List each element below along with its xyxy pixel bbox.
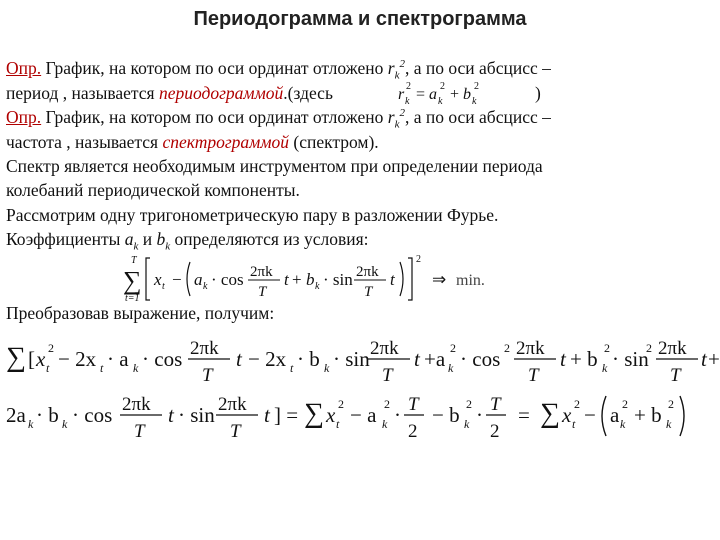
svg-text:− 2x: − 2x [248, 347, 287, 371]
svg-text:t: t [572, 417, 576, 431]
svg-text:+a: +a [424, 347, 446, 371]
svg-text:T: T [408, 394, 419, 415]
svg-text:− a: − a [350, 403, 377, 427]
svg-text:t: t [162, 281, 165, 292]
ak-symbol: $a_k$ [124, 229, 139, 253]
svg-text:2πk: 2πk [122, 394, 151, 415]
svg-text:t: t [336, 417, 340, 431]
definition-spectrogram-line-1: Опр. График, на котором по оси ординат отложено $r_k^2$, а по оси абсцисс – [6, 107, 551, 131]
svg-text:k: k [133, 361, 139, 375]
svg-text:2: 2 [574, 397, 580, 411]
svg-text:t: t [284, 270, 289, 289]
svg-text:] =: ] = [274, 403, 299, 427]
expansion-formula-row-2 [4, 388, 716, 444]
svg-text:=: = [416, 86, 426, 103]
svg-text:2πk: 2πk [356, 264, 379, 280]
svg-text:x: x [562, 403, 572, 427]
svg-text:t: t [168, 403, 174, 427]
expansion-row-2-svg [4, 388, 716, 444]
svg-text:2: 2 [338, 397, 344, 411]
svg-text:T: T [528, 365, 539, 386]
svg-text:2: 2 [604, 341, 610, 355]
svg-text:2πk: 2πk [218, 394, 247, 415]
definition-label: Опр. [6, 107, 42, 127]
paragraph-line-5: Спектр является необходимым инструментом при определении периода [6, 156, 543, 176]
svg-text:2: 2 [384, 397, 390, 411]
svg-text:+ b: + b [634, 403, 662, 427]
rk-definition-formula [396, 80, 536, 106]
svg-text:k: k [203, 281, 208, 292]
formula-close-paren: ) [535, 83, 541, 103]
svg-text:T: T [490, 394, 501, 415]
svg-text:x: x [36, 347, 46, 371]
svg-text:2πk: 2πk [190, 338, 219, 359]
svg-text:2πk: 2πk [516, 338, 545, 359]
svg-text:2: 2 [48, 341, 54, 355]
svg-text:t: t [701, 347, 707, 371]
bk-symbol: $b_k$ [156, 229, 171, 253]
svg-text:k: k [438, 96, 443, 107]
svg-text:∑: ∑ [6, 342, 26, 373]
paragraph-line-9: Преобразовав выражение, получим: [6, 303, 275, 323]
svg-text:a: a [429, 86, 437, 103]
svg-text:k: k [464, 417, 470, 431]
svg-text:t=1: t=1 [125, 293, 140, 304]
svg-text:k: k [405, 96, 410, 107]
svg-text:· a: · a [107, 347, 129, 371]
svg-text:T: T [258, 284, 267, 300]
svg-text:t: t [236, 347, 242, 371]
svg-text:x: x [154, 270, 162, 289]
svg-text:· sin: · sin [323, 270, 353, 289]
svg-text:2: 2 [416, 254, 421, 265]
svg-text:k: k [382, 417, 388, 431]
expansion-formula-row-1 [4, 332, 720, 388]
definition-periodogram-line-2: период , называется периодограммой.(здесь [6, 83, 333, 103]
svg-text:t: t [264, 403, 270, 427]
svg-text:2: 2 [450, 341, 456, 355]
svg-text:k: k [324, 361, 330, 375]
definition-spectrogram-line-2: частота , называется спектрограммой (спектром). [6, 132, 379, 152]
svg-text:2πk: 2πk [250, 264, 273, 280]
svg-text:[: [ [28, 347, 35, 371]
svg-text:−: − [172, 270, 182, 289]
svg-text:+: + [450, 86, 460, 103]
svg-text:+: + [292, 270, 302, 289]
svg-text:2: 2 [408, 421, 418, 442]
svg-text:⇒: ⇒ [432, 270, 447, 289]
least-squares-svg [120, 252, 500, 304]
svg-text:T: T [670, 365, 681, 386]
svg-text:·: · [394, 403, 401, 427]
svg-text:k: k [62, 417, 68, 431]
svg-text:2: 2 [466, 397, 472, 411]
svg-text:t: t [100, 361, 104, 375]
svg-text:∑: ∑ [304, 398, 324, 429]
least-squares-formula [120, 252, 500, 304]
svg-text:2: 2 [622, 397, 628, 411]
svg-text:2: 2 [406, 81, 411, 92]
svg-text:k: k [448, 361, 454, 375]
spectrogram-term: спектрограммой [162, 132, 289, 152]
svg-text:· b: · b [297, 347, 320, 371]
svg-text:∑: ∑ [123, 266, 142, 295]
svg-text:min.: min. [456, 272, 485, 289]
svg-text:x: x [326, 403, 336, 427]
svg-text:2a: 2a [6, 403, 26, 427]
svg-text:t: t [290, 361, 294, 375]
svg-text:2: 2 [474, 81, 479, 92]
definition-periodogram-line-1: Опр. График, на котором по оси ординат отложено $r_k^2$, а по оси абсцисс – [6, 58, 551, 82]
definition-label: Опр. [6, 58, 42, 78]
svg-text:T: T [364, 284, 373, 300]
svg-text:−: − [584, 403, 596, 427]
svg-text:t: t [390, 270, 395, 289]
svg-text:T: T [382, 365, 393, 386]
svg-text:t: t [46, 361, 50, 375]
svg-text:· cos: · cos [460, 347, 501, 371]
paragraph-line-8: Коэффициенты $a_k$ и $b_k$ определяются из условия: [6, 229, 369, 253]
svg-text:· sin: · sin [612, 347, 649, 371]
svg-text:k: k [472, 96, 477, 107]
svg-text:k: k [315, 281, 320, 292]
svg-text:a: a [610, 403, 620, 427]
svg-text:∑: ∑ [540, 398, 560, 429]
svg-text:· sin: · sin [178, 403, 215, 427]
svg-text:T: T [230, 421, 241, 442]
svg-text:k: k [28, 417, 34, 431]
svg-text:k: k [602, 361, 608, 375]
svg-text:2πk: 2πk [370, 338, 399, 359]
svg-text:=: = [518, 403, 530, 427]
svg-text:· sin: · sin [333, 347, 370, 371]
paragraph-line-7: Рассмотрим одну тригонометрическую пару в разложении Фурье. [6, 205, 499, 225]
svg-text:·: · [476, 403, 483, 427]
paragraph-line-6: колебаний периодической компоненты. [6, 180, 300, 200]
svg-text:T: T [134, 421, 145, 442]
svg-text:+ b: + b [570, 347, 598, 371]
periodogram-term: периодограммой [158, 83, 284, 103]
svg-text:2: 2 [504, 341, 510, 355]
svg-text:b: b [306, 270, 315, 289]
svg-text:r: r [398, 86, 405, 103]
svg-text:a: a [194, 270, 203, 289]
svg-text:2: 2 [490, 421, 500, 442]
expansion-row-1-svg [4, 332, 720, 388]
svg-text:· cos: · cos [142, 347, 183, 371]
svg-text:· cos: · cos [72, 403, 113, 427]
svg-text:T: T [131, 255, 137, 266]
rk-symbol: $r_k^2$ [387, 58, 405, 82]
svg-text:− b: − b [432, 403, 460, 427]
svg-text:2: 2 [646, 341, 652, 355]
page-title: Периодограмма и спектрограмма [193, 8, 527, 30]
svg-text:b: b [463, 86, 471, 103]
svg-text:− 2x: − 2x [58, 347, 97, 371]
svg-text:k: k [666, 417, 672, 431]
svg-text:+: + [708, 347, 720, 371]
svg-text:2: 2 [668, 397, 674, 411]
svg-text:2πk: 2πk [658, 338, 687, 359]
svg-text:· b: · b [36, 403, 59, 427]
svg-text:k: k [620, 417, 626, 431]
rk-formula-svg [396, 80, 536, 106]
svg-text:T: T [202, 365, 213, 386]
svg-text:t: t [414, 347, 420, 371]
svg-text:t: t [560, 347, 566, 371]
svg-text:· cos: · cos [211, 270, 244, 289]
rk-symbol: $r_k^2$ [387, 107, 405, 131]
svg-text:2: 2 [440, 81, 445, 92]
